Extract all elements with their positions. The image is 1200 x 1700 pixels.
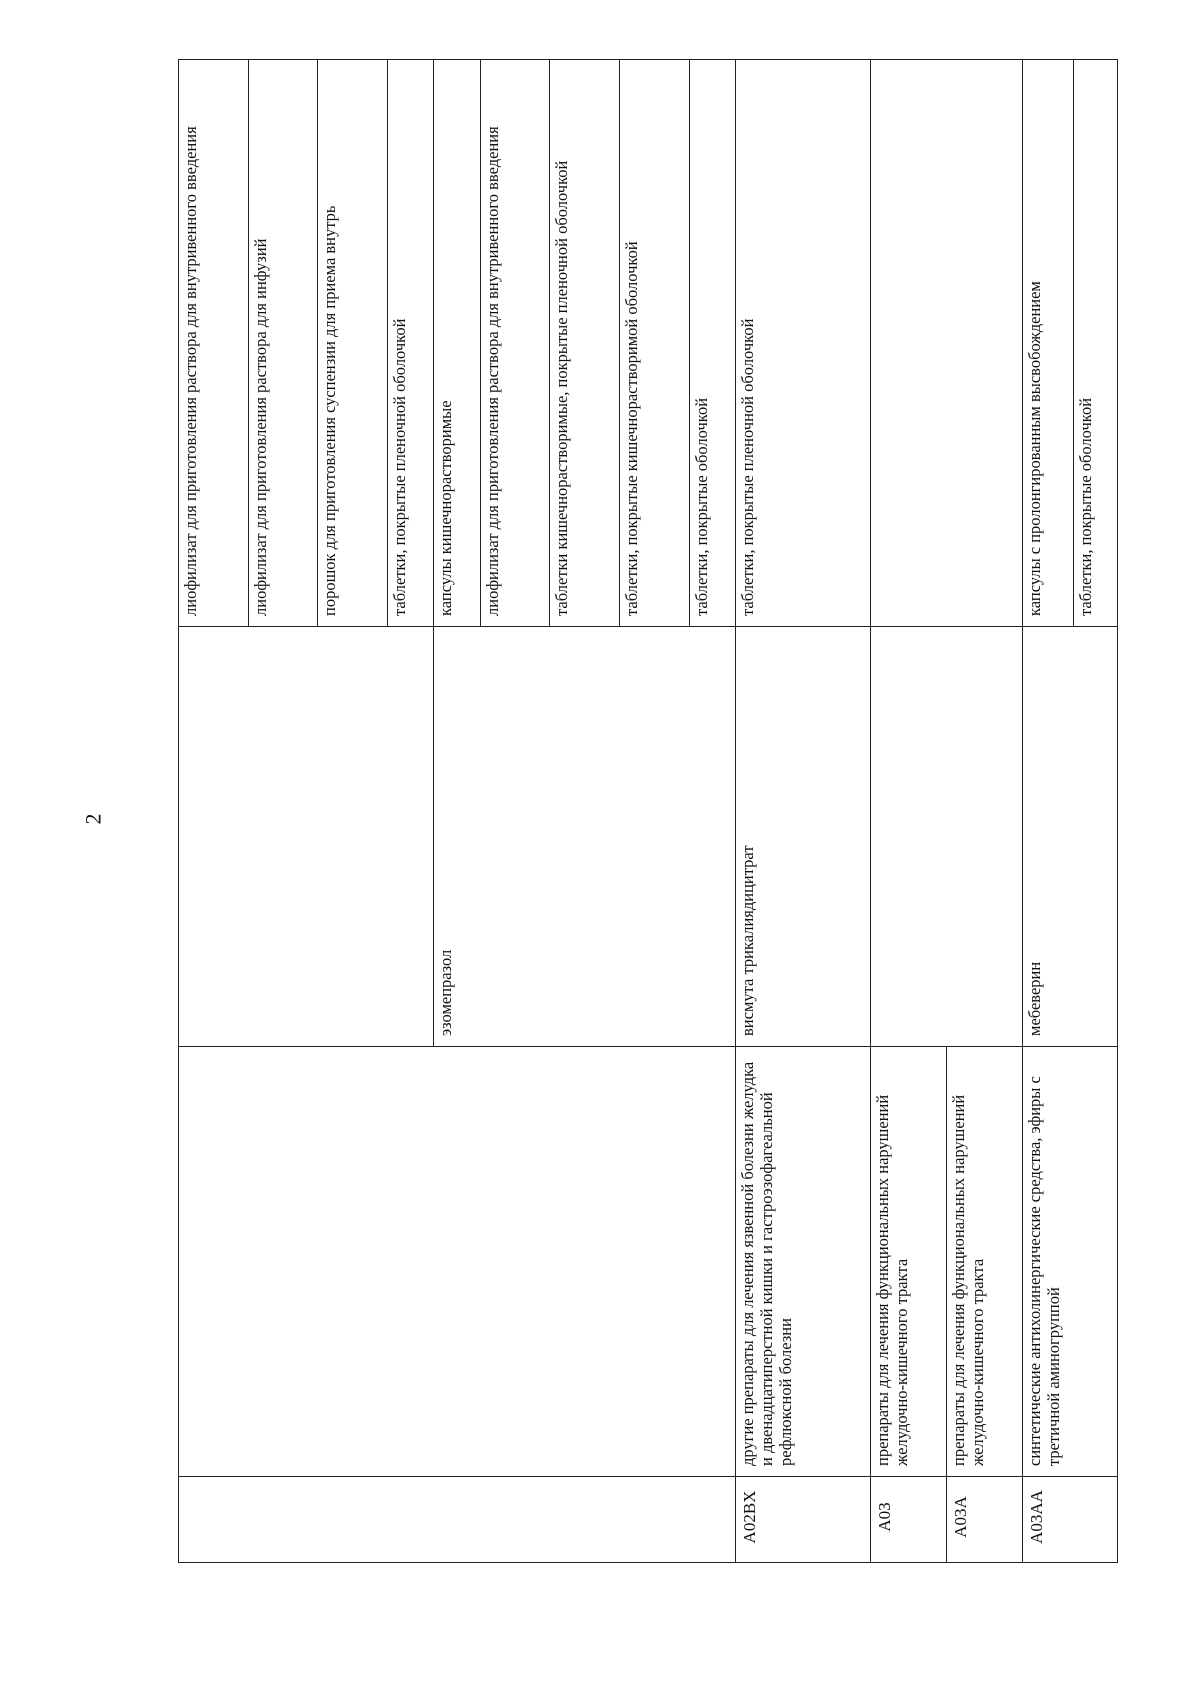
drug-cell — [318, 627, 388, 1047]
form-cell: капсулы с пролонгированным высвобождением — [1022, 60, 1073, 627]
drug-cell — [179, 627, 249, 1047]
group-cell — [619, 1047, 689, 1477]
drug-cell: мебеверин — [1022, 627, 1073, 1047]
form-cell: таблетки кишечнорастворимые, покрытые пленочной оболочкой — [550, 60, 620, 627]
drug-cell: висмута трикалиядицитрат — [736, 627, 871, 1047]
form-cell: лиофилизат для приготовления раствора для внутривенного введения — [179, 60, 249, 627]
table-row — [248, 60, 318, 1563]
group-cell — [179, 1047, 249, 1477]
form-cell — [947, 60, 1023, 627]
form-cell: таблетки, покрытые кишечнорастворимой оболочкой — [619, 60, 689, 627]
form-cell: таблетки, покрытые оболочкой — [1073, 60, 1117, 627]
form-cell: лиофилизат для приготовления раствора для внутривенного введения — [480, 60, 550, 627]
table-row — [689, 60, 735, 1563]
atc-code-cell — [689, 1477, 735, 1563]
group-cell — [550, 1047, 620, 1477]
form-cell: порошок для приготовления суспензии для приема внутрь — [318, 60, 388, 627]
group-cell: синтетические антихолинергические средства, эфиры с третичной аминогруппой — [1022, 1047, 1073, 1477]
form-cell: лиофилизат для приготовления раствора для инфузий — [248, 60, 318, 627]
table-row — [947, 60, 1023, 1563]
atc-code-cell: A02BX — [736, 1477, 871, 1563]
form-cell: таблетки, покрытые пленочной оболочкой — [736, 60, 871, 627]
atc-code-cell — [387, 1477, 433, 1563]
drug-cell — [689, 627, 735, 1047]
table-row — [550, 60, 620, 1563]
form-cell — [871, 60, 947, 627]
atc-code-cell — [248, 1477, 318, 1563]
atc-code-cell — [619, 1477, 689, 1563]
form-cell: капсулы кишечнорастворимые — [434, 60, 480, 627]
atc-code-cell — [318, 1477, 388, 1563]
atc-code-cell — [434, 1477, 480, 1563]
table-row — [619, 60, 689, 1563]
table-row — [480, 60, 550, 1563]
atc-code-cell: A03A — [947, 1477, 1023, 1563]
drug-cell: эзомепразол — [434, 627, 480, 1047]
drug-cell — [871, 627, 947, 1047]
table-row — [871, 60, 947, 1563]
group-cell — [480, 1047, 550, 1477]
table-row — [1022, 60, 1073, 1563]
drug-cell — [248, 627, 318, 1047]
rotated-table-wrapper — [178, 60, 1118, 1563]
group-cell: препараты для лечения функциональных нарушений желудочно-кишечного тракта — [871, 1047, 947, 1477]
form-cell: таблетки, покрытые оболочкой — [689, 60, 735, 627]
atc-code-cell — [550, 1477, 620, 1563]
drug-cell — [619, 627, 689, 1047]
group-cell — [387, 1047, 433, 1477]
group-cell — [318, 1047, 388, 1477]
group-cell — [434, 1047, 480, 1477]
group-cell: препараты для лечения функциональных нарушений желудочно-кишечного тракта — [947, 1047, 1023, 1477]
group-cell — [248, 1047, 318, 1477]
table-row — [318, 60, 388, 1563]
table-row — [179, 60, 249, 1563]
drug-cell — [1073, 627, 1117, 1047]
form-cell: таблетки, покрытые пленочной оболочкой — [387, 60, 433, 627]
group-cell — [1073, 1047, 1117, 1477]
drug-cell — [550, 627, 620, 1047]
atc-code-cell: A03 — [871, 1477, 947, 1563]
atc-code-cell — [480, 1477, 550, 1563]
table-row — [736, 60, 871, 1563]
table-row — [434, 60, 480, 1563]
atc-code-cell: A03AA — [1022, 1477, 1073, 1563]
atc-code-cell — [179, 1477, 249, 1563]
drug-cell — [480, 627, 550, 1047]
group-cell — [689, 1047, 735, 1477]
table-row — [387, 60, 433, 1563]
drug-cell — [387, 627, 433, 1047]
group-cell: другие препараты для лечения язвенной болезни желудка и двенадцатиперстной кишки и гастроэзофагеальной рефлюксной болезни — [736, 1047, 871, 1477]
table-row — [1073, 60, 1117, 1563]
medication-table — [178, 59, 1118, 1563]
page-number: 2 — [80, 813, 106, 825]
drug-cell — [947, 627, 1023, 1047]
atc-code-cell — [1073, 1477, 1117, 1563]
